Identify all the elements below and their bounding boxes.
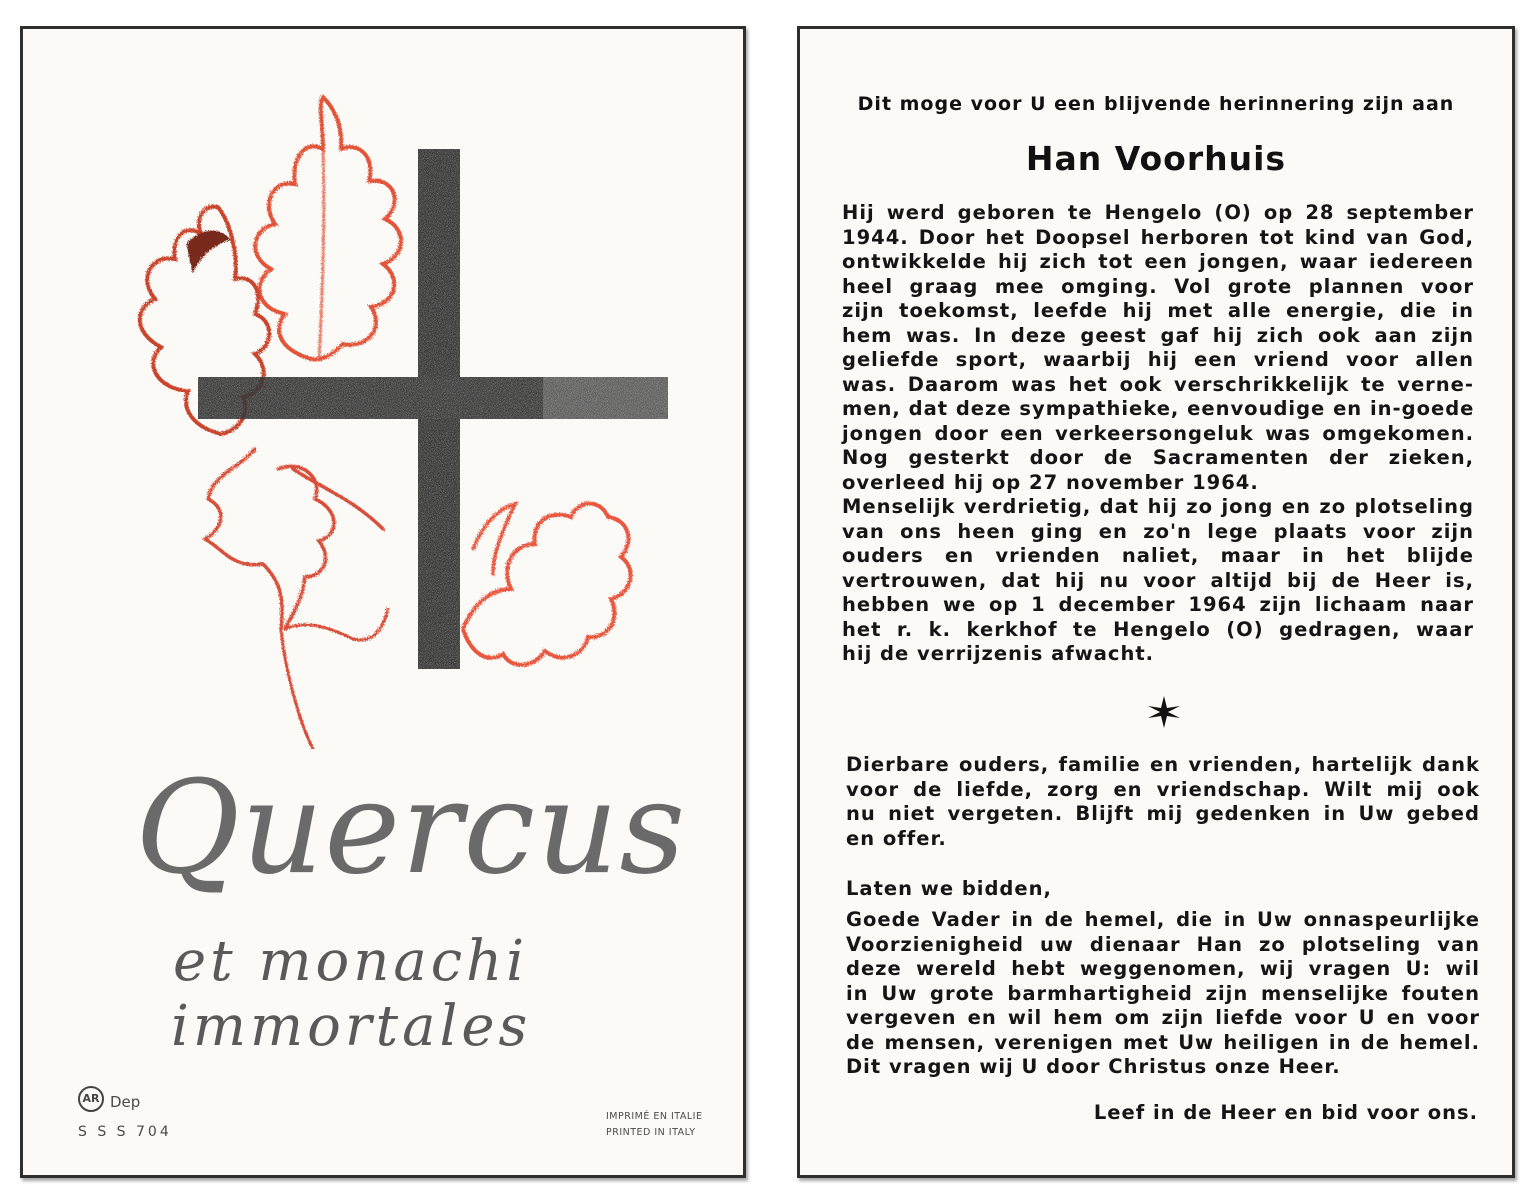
bio-line: jongen door een verkeersongeluk was omgekomen. xyxy=(842,421,1474,445)
publisher-logo: AR xyxy=(78,1086,104,1112)
bio-line: heel graag mee omging. Vol grote plannen voor xyxy=(842,274,1474,298)
oak-leaf-center xyxy=(205,449,388,749)
thanks-line: nu niet vergeten. Blijft mij gedenken in Uw gebed xyxy=(846,802,1480,825)
biography-paragraph xyxy=(842,201,1474,495)
thanks-line: en offer. xyxy=(846,826,947,850)
intro-line: Dit moge voor U een blijvende herinnering zijn aan xyxy=(857,93,1455,115)
burial-paragraph xyxy=(842,495,1474,667)
prayer-line: de mensen, verenigen met Uw heiligen in de hemel. xyxy=(846,1030,1480,1054)
bio-line: was. Daarom was het ook verschrikkelijk te verne- xyxy=(842,372,1474,396)
deceased-name: Han Voorhuis xyxy=(1025,139,1287,178)
burial-line: het r. k. kerkhof te Hengelo (O) gedragen, waar xyxy=(842,617,1474,641)
bio-line: hem was. In deze geest gaf hij zich ook aan zijn xyxy=(842,323,1474,347)
bio-line: Hij werd geboren te Hengelo (O) op 28 september xyxy=(842,201,1474,224)
dep-label: Dep xyxy=(110,1093,141,1111)
bio-line: ontwikkelde hij zich tot een jongen, waar iedereen xyxy=(842,250,1474,273)
prayer-line: Dit vragen wij U door Christus onze Heer. xyxy=(846,1055,1341,1078)
printed-in-english: PRINTED IN ITALY xyxy=(606,1127,696,1138)
bio-line: men, dat deze sympathieke, eenvoudige en in-goede xyxy=(842,397,1475,420)
oak-leaf-right xyxy=(463,504,631,665)
oak-leaves-cross-illustration xyxy=(23,29,743,749)
closing-line: Leef in de Heer en bid voor ons. xyxy=(1093,1101,1478,1124)
series-code: S S S 704 xyxy=(78,1124,172,1140)
oak-leaf-top xyxy=(255,97,401,359)
motto-line-3: immortales xyxy=(171,994,532,1059)
prayer-line: in Uw grote barmhartigheid zijn menselijke fouten xyxy=(846,981,1480,1005)
memorial-text-card xyxy=(797,26,1515,1178)
prayer-intro: Laten we bidden, xyxy=(846,877,1052,900)
printed-in-french: IMPRIMÉ EN ITALIE xyxy=(606,1111,703,1122)
burial-line: Menselijk verdrietig, dat hij zo jong en zo plotseling xyxy=(842,495,1474,518)
motto-line-1: Quercus xyxy=(135,754,687,903)
burial-line: hij de verrijzenis afwacht. xyxy=(842,642,1155,665)
bio-line: zijn toekomst, leefde hij met alle energie, die in xyxy=(842,299,1474,322)
burial-line: van ons heen ging en zo'n lege plaats voor zijn xyxy=(842,519,1474,543)
prayer-line: vergeven en wil hem om zijn liefde voor U en voor xyxy=(846,1006,1480,1029)
prayer-line: Goede Vader in de hemel, die in Uw onnaspeurlijke xyxy=(846,908,1480,931)
burial-line: hebben we op 1 december 1964 zijn lichaam naar xyxy=(842,593,1474,616)
bio-line: Nog gesterkt door de Sacramenten der zieken, xyxy=(842,446,1474,469)
front-card xyxy=(20,26,746,1178)
thanks-line: Dierbare ouders, familie en vrienden, hartelijk dank xyxy=(846,753,1480,776)
prayer-line: deze wereld hebt weggenomen, wij vragen U: wil xyxy=(846,957,1480,980)
prayer-line: Voorzienigheid uw dienaar Han zo plotseling van xyxy=(846,932,1480,956)
thanks-paragraph xyxy=(846,753,1480,851)
bio-line: overleed hij op 27 november 1964. xyxy=(842,470,1259,494)
burial-line: ouders en vrienden naliet, maar in het blijde xyxy=(842,544,1474,567)
thanks-line: voor de liefde, zorg en vriendschap. Wilt mij ook xyxy=(846,777,1480,801)
prayer-paragraph xyxy=(846,908,1480,1080)
motto-line-2: et monachi xyxy=(173,929,529,994)
cross-pattee-icon xyxy=(1146,694,1182,730)
bio-line: geliefde sport, waarbij hij een vriend voor allen xyxy=(842,348,1474,371)
bio-line: 1944. Door het Doopsel herboren tot kind van God, xyxy=(842,225,1474,249)
burial-line: vertrouwen, dat hij nu voor altijd bij de Heer is, xyxy=(842,568,1474,592)
